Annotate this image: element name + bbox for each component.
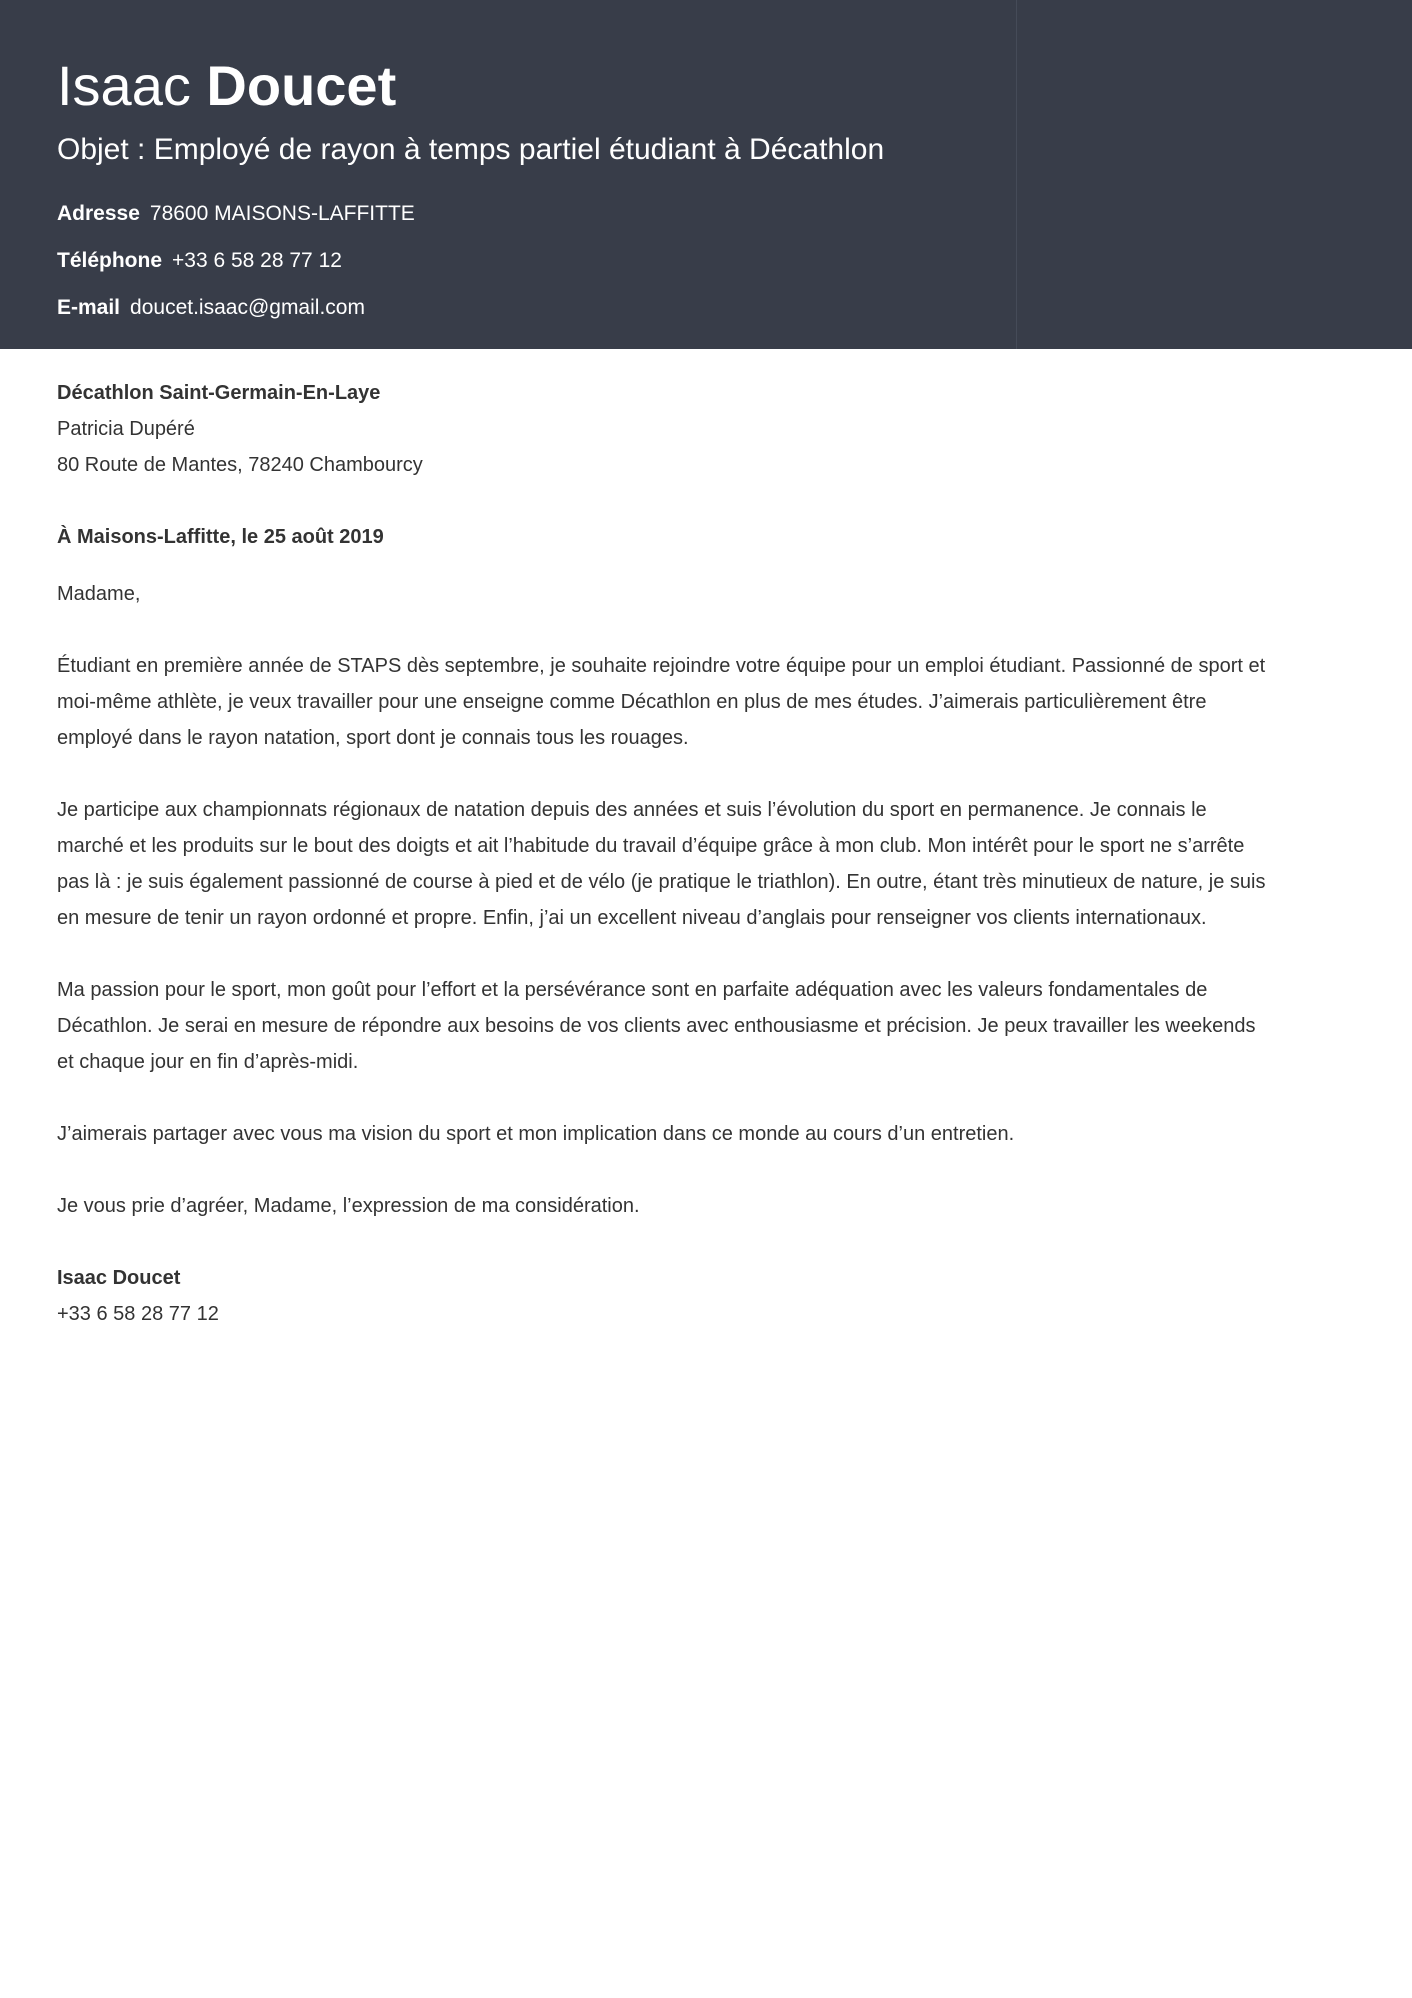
paragraph-line: Je vous prie d’agréer, Madame, l’expression de ma considération. <box>57 1195 640 1217</box>
paragraph-line: marché et les produits sur le bout des doigts et ait l’habitude du travail d’équipe grâce à mon club. Mon intérêt pour le sport ne s’arrête <box>57 835 1245 857</box>
contact-phone-value: +33 6 58 28 77 12 <box>172 249 342 272</box>
paragraph-5 <box>57 1188 1357 1224</box>
contact-address-value: 78600 MAISONS-LAFFITTE <box>149 202 415 225</box>
sender-first-name: Isaac <box>57 54 191 117</box>
paragraph-4 <box>57 1116 1357 1152</box>
paragraph-line: J’aimerais partager avec vous ma vision du sport et mon implication dans ce monde au cours d’un entretien. <box>57 1123 1015 1145</box>
recipient-company: Décathlon Saint-Germain-En-Laye <box>57 382 381 404</box>
paragraph-line: Étudiant en première année de STAPS dès septembre, je souhaite rejoindre votre équipe pour un emploi étudiant. Passionné de sport et <box>57 655 1266 677</box>
signature-block <box>57 1260 1357 1332</box>
paragraph-2 <box>57 792 1357 936</box>
recipient-person: Patricia Dupéré <box>57 418 195 440</box>
header-divider <box>1016 0 1017 349</box>
contact-address-label: Adresse <box>57 202 140 225</box>
header-content <box>57 52 997 341</box>
recipient-address: 80 Route de Mantes, 78240 Chambourcy <box>57 454 423 476</box>
signature-name: Isaac Doucet <box>57 1267 181 1289</box>
letter-subject: Objet : Employé de rayon à temps partiel étudiant à Décathlon <box>57 133 885 166</box>
paragraph-line: pas là : je suis également passionné de course à pied et de vélo (je pratique le triathlon). En outre, étant très minutieux de nature, je suis <box>57 871 1266 893</box>
letter-body <box>57 375 1357 1332</box>
paragraph-line: et chaque jour en fin d’après-midi. <box>57 1051 359 1073</box>
contact-list <box>57 200 997 341</box>
contact-email-value: doucet.isaac@gmail.com <box>130 296 365 319</box>
sender-name <box>57 52 997 120</box>
paragraph-1 <box>57 648 1357 756</box>
paragraph-line: Décathlon. Je serai en mesure de répondre aux besoins de vos clients avec enthousiasme et précision. Je peux travailler les weekends <box>57 1015 1256 1037</box>
paragraph-3 <box>57 972 1357 1080</box>
paragraph-line: Ma passion pour le sport, mon goût pour l’effort et la persévérance sont en parfaite adéquation avec les valeurs fondamentales de <box>57 979 1208 1001</box>
contact-email <box>57 294 997 341</box>
paragraph-line: Je participe aux championnats régionaux de natation depuis des années et suis l’évolution du sport en permanence. Je connais le <box>57 799 1207 821</box>
paragraph-line: en mesure de tenir un rayon ordonné et propre. Enfin, j’ai un excellent niveau d’anglais pour renseigner vos clients internationaux. <box>57 907 1207 929</box>
letter-header <box>0 0 1412 349</box>
sender-last-name: Doucet <box>206 54 397 117</box>
contact-email-label: E-mail <box>57 296 121 319</box>
letter-date: À Maisons-Laffitte, le 25 août 2019 <box>57 526 384 548</box>
signature-phone: +33 6 58 28 77 12 <box>57 1303 219 1325</box>
contact-phone-label: Téléphone <box>57 249 163 272</box>
recipient-block <box>57 375 1357 483</box>
paragraph-line: employé dans le rayon natation, sport dont je connais tous les rouages. <box>57 727 689 749</box>
paragraph-line: moi-même athlète, je veux travailler pour une enseigne comme Décathlon en plus de mes études. J’aimerais particulièrement être <box>57 691 1207 713</box>
salutation: Madame, <box>57 583 141 605</box>
contact-address <box>57 200 997 247</box>
contact-phone <box>57 247 997 294</box>
